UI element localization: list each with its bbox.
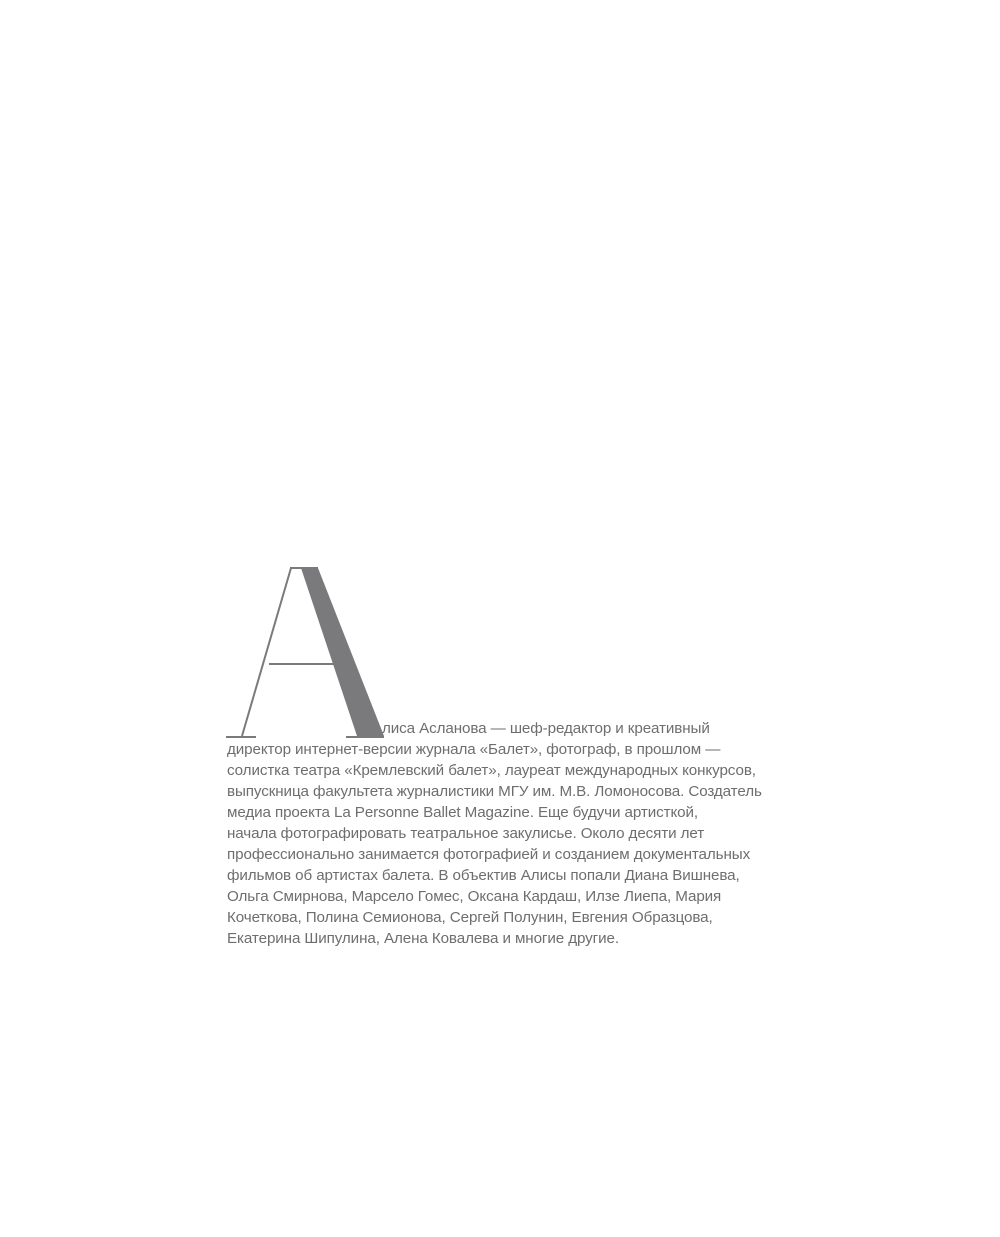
bio-line: выпускница факультета журналистики МГУ им. М.В. Ломоносова. Создатель — [227, 783, 762, 800]
bio-line: директор интернет-версии журнала «Балет», фотограф, в прошлом — — [227, 741, 721, 758]
bio-paragraph — [227, 718, 797, 949]
bio-line: солистка театра «Кремлевский балет», лауреат международных конкурсов, — [227, 762, 756, 779]
bio-line: Екатерина Шипулина, Алена Ковалева и многие другие. — [227, 930, 619, 947]
bio-line: Кочеткова, Полина Семионова, Сергей Полунин, Евгения Образцова, — [227, 909, 713, 926]
bio-line: профессионально занимается фотографией и созданием документальных — [227, 846, 751, 863]
bio-line: фильмов об артистах балета. В объектив Алисы попали Диана Вишнева, — [227, 867, 740, 884]
bio-line: начала фотографировать театральное закулисье. Около десяти лет — [227, 825, 705, 842]
bio-line: медиа проекта La Personne Ballet Magazine. Еще будучи артисткой, — [227, 804, 699, 821]
bio-line: лиса Асланова — шеф-редактор и креативный — [382, 720, 710, 737]
drop-cap-initial — [226, 564, 384, 742]
bio-line: Ольга Смирнова, Марсело Гомес, Оксана Кардаш, Илзе Лиепа, Мария — [227, 888, 722, 905]
drop-cap-letter-a — [226, 564, 384, 742]
